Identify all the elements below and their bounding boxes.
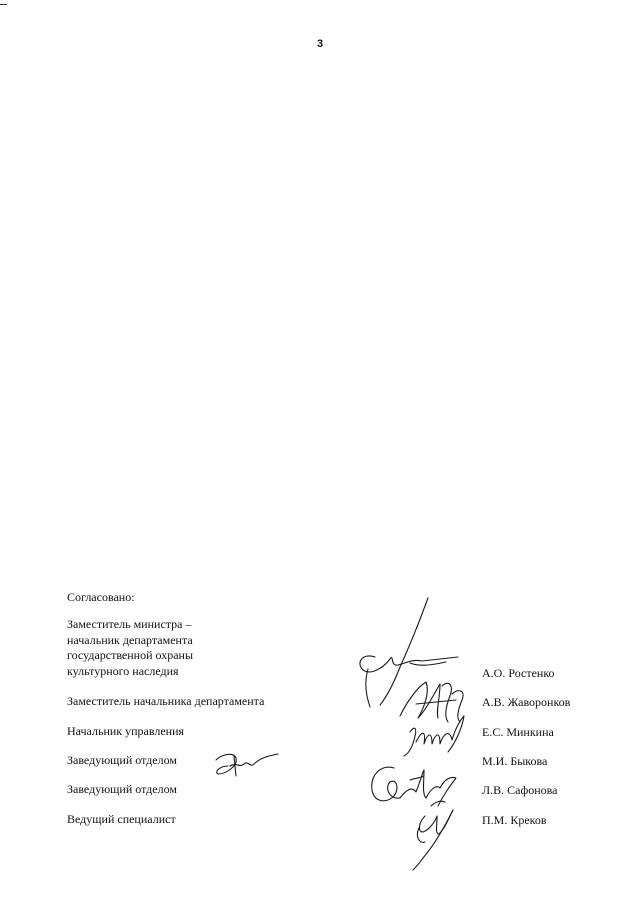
approver-position-6 xyxy=(67,812,176,828)
scan-corner-mark xyxy=(0,4,7,5)
approver-name-4: М.И. Быкова xyxy=(482,754,548,768)
position-line: государственной охраны xyxy=(67,648,194,662)
approver-name-3: Е.С. Минкина xyxy=(482,725,554,739)
position-line: начальник департамента xyxy=(67,632,193,647)
approver-name-1: А.О. Ростенко xyxy=(482,666,555,680)
page-number: 3 xyxy=(316,38,324,50)
position-line: Начальник управления xyxy=(67,724,185,738)
approval-heading: Согласовано: xyxy=(67,590,135,604)
position-line: Заместитель министра – xyxy=(67,617,192,631)
position-line: Ведущий специалист xyxy=(67,812,176,826)
signature-minkina xyxy=(402,712,468,760)
position-line: культурного наследия xyxy=(67,663,179,678)
approver-position-5 xyxy=(67,782,177,798)
position-line: Заведующий отделом xyxy=(67,753,177,767)
position-line: Заместитель начальника департамента xyxy=(67,694,265,708)
signature-krekov xyxy=(405,792,467,872)
position-line: Заведующий отделом xyxy=(67,782,177,796)
approver-position-1 xyxy=(67,617,193,679)
signature-bykova xyxy=(212,748,282,782)
approver-position-3 xyxy=(67,724,184,740)
approver-position-2 xyxy=(67,694,264,710)
approver-name-2: А.В. Жаворонков xyxy=(482,695,571,709)
approver-name-5: Л.В. Сафонова xyxy=(482,783,558,797)
approver-name-6: П.М. Креков xyxy=(482,813,547,827)
approver-position-4 xyxy=(67,753,177,769)
